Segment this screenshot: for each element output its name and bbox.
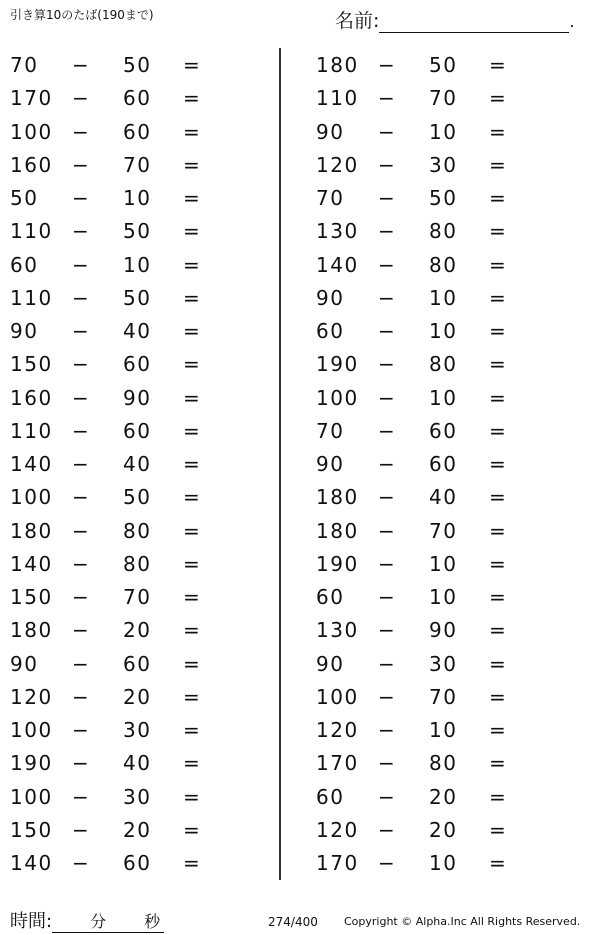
equals-sign: = <box>489 585 508 609</box>
name-write-line <box>379 14 569 33</box>
subtrahend: 70 <box>429 684 458 709</box>
subtrahend: 30 <box>429 651 458 676</box>
worksheet-title: 引き算10のたば(190まで) <box>10 8 154 22</box>
subtrahend: 60 <box>123 86 152 111</box>
minuend: 170 <box>10 86 53 111</box>
minuend: 70 <box>10 53 39 77</box>
subtrahend: 90 <box>429 618 458 643</box>
subtrahend: 70 <box>123 585 152 609</box>
equals-sign: = <box>489 684 508 709</box>
equals-sign: = <box>489 485 508 510</box>
minuend: 120 <box>316 152 359 177</box>
minus-sign: − <box>72 718 91 742</box>
subtrahend: 10 <box>429 718 458 742</box>
minus-sign: − <box>72 585 91 609</box>
subtrahend: 10 <box>429 119 458 144</box>
subtrahend: 50 <box>429 186 458 210</box>
minus-sign: − <box>378 319 397 343</box>
subtrahend: 80 <box>429 219 458 244</box>
equals-sign: = <box>183 352 202 377</box>
equals-sign: = <box>489 219 508 244</box>
minuend: 50 <box>10 186 39 210</box>
minus-sign: − <box>72 618 91 643</box>
subtrahend: 20 <box>123 684 152 709</box>
minutes-unit: 分 <box>90 912 107 931</box>
name-field <box>335 6 575 33</box>
minus-sign: − <box>378 53 397 77</box>
minuend: 180 <box>316 518 359 543</box>
equals-sign: = <box>489 452 508 476</box>
minuend: 110 <box>10 418 53 443</box>
minus-sign: − <box>72 784 91 809</box>
minus-sign: − <box>378 86 397 111</box>
minus-sign: − <box>72 119 91 144</box>
minuend: 120 <box>316 718 359 742</box>
equals-sign: = <box>183 219 202 244</box>
equals-sign: = <box>183 186 202 210</box>
equals-sign: = <box>489 319 508 343</box>
equals-sign: = <box>183 684 202 709</box>
time-write-line <box>52 912 164 933</box>
time-label: 時間: <box>10 911 53 932</box>
minus-sign: − <box>378 851 397 875</box>
subtrahend: 50 <box>123 53 152 77</box>
equals-sign: = <box>183 485 202 510</box>
equals-sign: = <box>183 252 202 277</box>
minus-sign: − <box>72 319 91 343</box>
minus-sign: − <box>72 86 91 111</box>
minus-sign: − <box>378 252 397 277</box>
name-label: 名前: <box>335 10 380 32</box>
minus-sign: − <box>72 651 91 676</box>
subtrahend: 10 <box>429 285 458 310</box>
minus-sign: − <box>378 119 397 144</box>
minus-sign: − <box>378 352 397 377</box>
minuend: 90 <box>316 651 345 676</box>
equals-sign: = <box>183 585 202 609</box>
minus-sign: − <box>378 651 397 676</box>
subtrahend: 10 <box>429 551 458 576</box>
equals-sign: = <box>489 385 508 410</box>
seconds-unit: 秒 <box>144 912 161 931</box>
minus-sign: − <box>378 551 397 576</box>
minus-sign: − <box>72 53 91 77</box>
time-field <box>10 907 164 933</box>
equals-sign: = <box>489 851 508 875</box>
minuend: 190 <box>10 751 53 776</box>
subtrahend: 60 <box>123 651 152 676</box>
minus-sign: − <box>72 452 91 476</box>
subtrahend: 60 <box>429 418 458 443</box>
minus-sign: − <box>378 585 397 609</box>
minus-sign: − <box>72 285 91 310</box>
subtrahend: 60 <box>123 119 152 144</box>
minuend: 120 <box>316 817 359 842</box>
minuend: 90 <box>316 452 345 476</box>
equals-sign: = <box>183 152 202 177</box>
subtrahend: 20 <box>123 618 152 643</box>
equals-sign: = <box>183 319 202 343</box>
minuend: 120 <box>10 684 53 709</box>
minus-sign: − <box>72 551 91 576</box>
subtrahend: 80 <box>123 551 152 576</box>
equals-sign: = <box>183 452 202 476</box>
minus-sign: − <box>72 817 91 842</box>
minus-sign: − <box>378 219 397 244</box>
subtrahend: 50 <box>123 285 152 310</box>
subtrahend: 50 <box>123 219 152 244</box>
minuend: 130 <box>316 618 359 643</box>
minus-sign: − <box>72 418 91 443</box>
equals-sign: = <box>489 518 508 543</box>
equals-sign: = <box>183 119 202 144</box>
minuend: 100 <box>10 485 53 510</box>
minus-sign: − <box>72 252 91 277</box>
minuend: 180 <box>10 618 53 643</box>
minus-sign: − <box>72 186 91 210</box>
subtrahend: 50 <box>123 485 152 510</box>
minuend: 180 <box>10 518 53 543</box>
equals-sign: = <box>183 385 202 410</box>
minuend: 110 <box>10 285 53 310</box>
equals-sign: = <box>489 817 508 842</box>
minuend: 100 <box>10 718 53 742</box>
subtrahend: 50 <box>429 53 458 77</box>
minus-sign: − <box>72 219 91 244</box>
minus-sign: − <box>378 285 397 310</box>
subtrahend: 40 <box>123 319 152 343</box>
minuend: 90 <box>316 119 345 144</box>
minus-sign: − <box>378 452 397 476</box>
subtrahend: 20 <box>123 817 152 842</box>
equals-sign: = <box>183 53 202 77</box>
equals-sign: = <box>489 53 508 77</box>
equals-sign: = <box>489 751 508 776</box>
subtrahend: 20 <box>429 784 458 809</box>
subtrahend: 10 <box>429 319 458 343</box>
equals-sign: = <box>489 618 508 643</box>
minus-sign: − <box>378 784 397 809</box>
subtrahend: 10 <box>123 252 152 277</box>
minuend: 100 <box>316 385 359 410</box>
minuend: 150 <box>10 817 53 842</box>
minus-sign: − <box>72 751 91 776</box>
subtrahend: 90 <box>123 385 152 410</box>
subtrahend: 60 <box>123 418 152 443</box>
equals-sign: = <box>183 86 202 111</box>
equals-sign: = <box>489 252 508 277</box>
minuend: 100 <box>316 684 359 709</box>
minuend: 160 <box>10 385 53 410</box>
equals-sign: = <box>183 751 202 776</box>
minuend: 140 <box>10 551 53 576</box>
minuend: 70 <box>316 418 345 443</box>
minuend: 90 <box>10 319 39 343</box>
minuend: 110 <box>316 86 359 111</box>
equals-sign: = <box>489 86 508 111</box>
equals-sign: = <box>183 651 202 676</box>
minus-sign: − <box>378 817 397 842</box>
minuend: 160 <box>10 152 53 177</box>
page-number: 274/400 <box>268 915 318 929</box>
subtrahend: 60 <box>123 352 152 377</box>
minus-sign: − <box>378 684 397 709</box>
equals-sign: = <box>489 186 508 210</box>
copyright-notice: Copyright © Alpha.Inc All Rights Reserved. <box>344 915 581 928</box>
minuend: 190 <box>316 352 359 377</box>
minus-sign: − <box>72 152 91 177</box>
minus-sign: − <box>378 186 397 210</box>
minuend: 140 <box>10 851 53 875</box>
minus-sign: − <box>378 718 397 742</box>
minuend: 150 <box>10 352 53 377</box>
equals-sign: = <box>183 817 202 842</box>
minuend: 100 <box>10 784 53 809</box>
equals-sign: = <box>489 651 508 676</box>
minuend: 180 <box>316 485 359 510</box>
equals-sign: = <box>489 418 508 443</box>
subtrahend: 60 <box>429 452 458 476</box>
minuend: 60 <box>316 319 345 343</box>
subtrahend: 30 <box>429 152 458 177</box>
minuend: 60 <box>316 585 345 609</box>
minus-sign: − <box>72 851 91 875</box>
subtrahend: 80 <box>429 352 458 377</box>
equals-sign: = <box>183 851 202 875</box>
minuend: 140 <box>10 452 53 476</box>
equals-sign: = <box>489 285 508 310</box>
minus-sign: − <box>72 518 91 543</box>
minus-sign: − <box>378 385 397 410</box>
minuend: 100 <box>10 119 53 144</box>
subtrahend: 40 <box>123 751 152 776</box>
subtrahend: 40 <box>429 485 458 510</box>
minuend: 60 <box>316 784 345 809</box>
minuend: 110 <box>10 219 53 244</box>
minus-sign: − <box>378 485 397 510</box>
equals-sign: = <box>183 718 202 742</box>
equals-sign: = <box>489 152 508 177</box>
minus-sign: − <box>378 618 397 643</box>
minuend: 130 <box>316 219 359 244</box>
column-divider <box>279 48 281 880</box>
minuend: 60 <box>10 252 39 277</box>
equals-sign: = <box>183 418 202 443</box>
minus-sign: − <box>72 485 91 510</box>
equals-sign: = <box>489 718 508 742</box>
minuend: 140 <box>316 252 359 277</box>
minus-sign: − <box>378 518 397 543</box>
equals-sign: = <box>183 285 202 310</box>
subtrahend: 10 <box>123 186 152 210</box>
subtrahend: 10 <box>429 585 458 609</box>
minus-sign: − <box>378 152 397 177</box>
subtrahend: 40 <box>123 452 152 476</box>
equals-sign: = <box>489 784 508 809</box>
subtrahend: 60 <box>123 851 152 875</box>
subtrahend: 20 <box>429 817 458 842</box>
minus-sign: − <box>378 751 397 776</box>
subtrahend: 70 <box>429 86 458 111</box>
subtrahend: 10 <box>429 385 458 410</box>
subtrahend: 30 <box>123 718 152 742</box>
minuend: 180 <box>316 53 359 77</box>
minus-sign: − <box>378 418 397 443</box>
equals-sign: = <box>489 352 508 377</box>
subtrahend: 80 <box>429 751 458 776</box>
subtrahend: 80 <box>429 252 458 277</box>
minuend: 170 <box>316 751 359 776</box>
minus-sign: − <box>72 684 91 709</box>
minuend: 190 <box>316 551 359 576</box>
equals-sign: = <box>183 551 202 576</box>
equals-sign: = <box>183 618 202 643</box>
name-dot: . <box>569 12 575 31</box>
subtrahend: 30 <box>123 784 152 809</box>
subtrahend: 70 <box>429 518 458 543</box>
minuend: 90 <box>10 651 39 676</box>
equals-sign: = <box>489 551 508 576</box>
subtrahend: 10 <box>429 851 458 875</box>
minus-sign: − <box>72 385 91 410</box>
equals-sign: = <box>489 119 508 144</box>
minus-sign: − <box>72 352 91 377</box>
subtrahend: 70 <box>123 152 152 177</box>
minuend: 90 <box>316 285 345 310</box>
subtrahend: 80 <box>123 518 152 543</box>
minuend: 70 <box>316 186 345 210</box>
minuend: 150 <box>10 585 53 609</box>
equals-sign: = <box>183 784 202 809</box>
equals-sign: = <box>183 518 202 543</box>
minuend: 170 <box>316 851 359 875</box>
